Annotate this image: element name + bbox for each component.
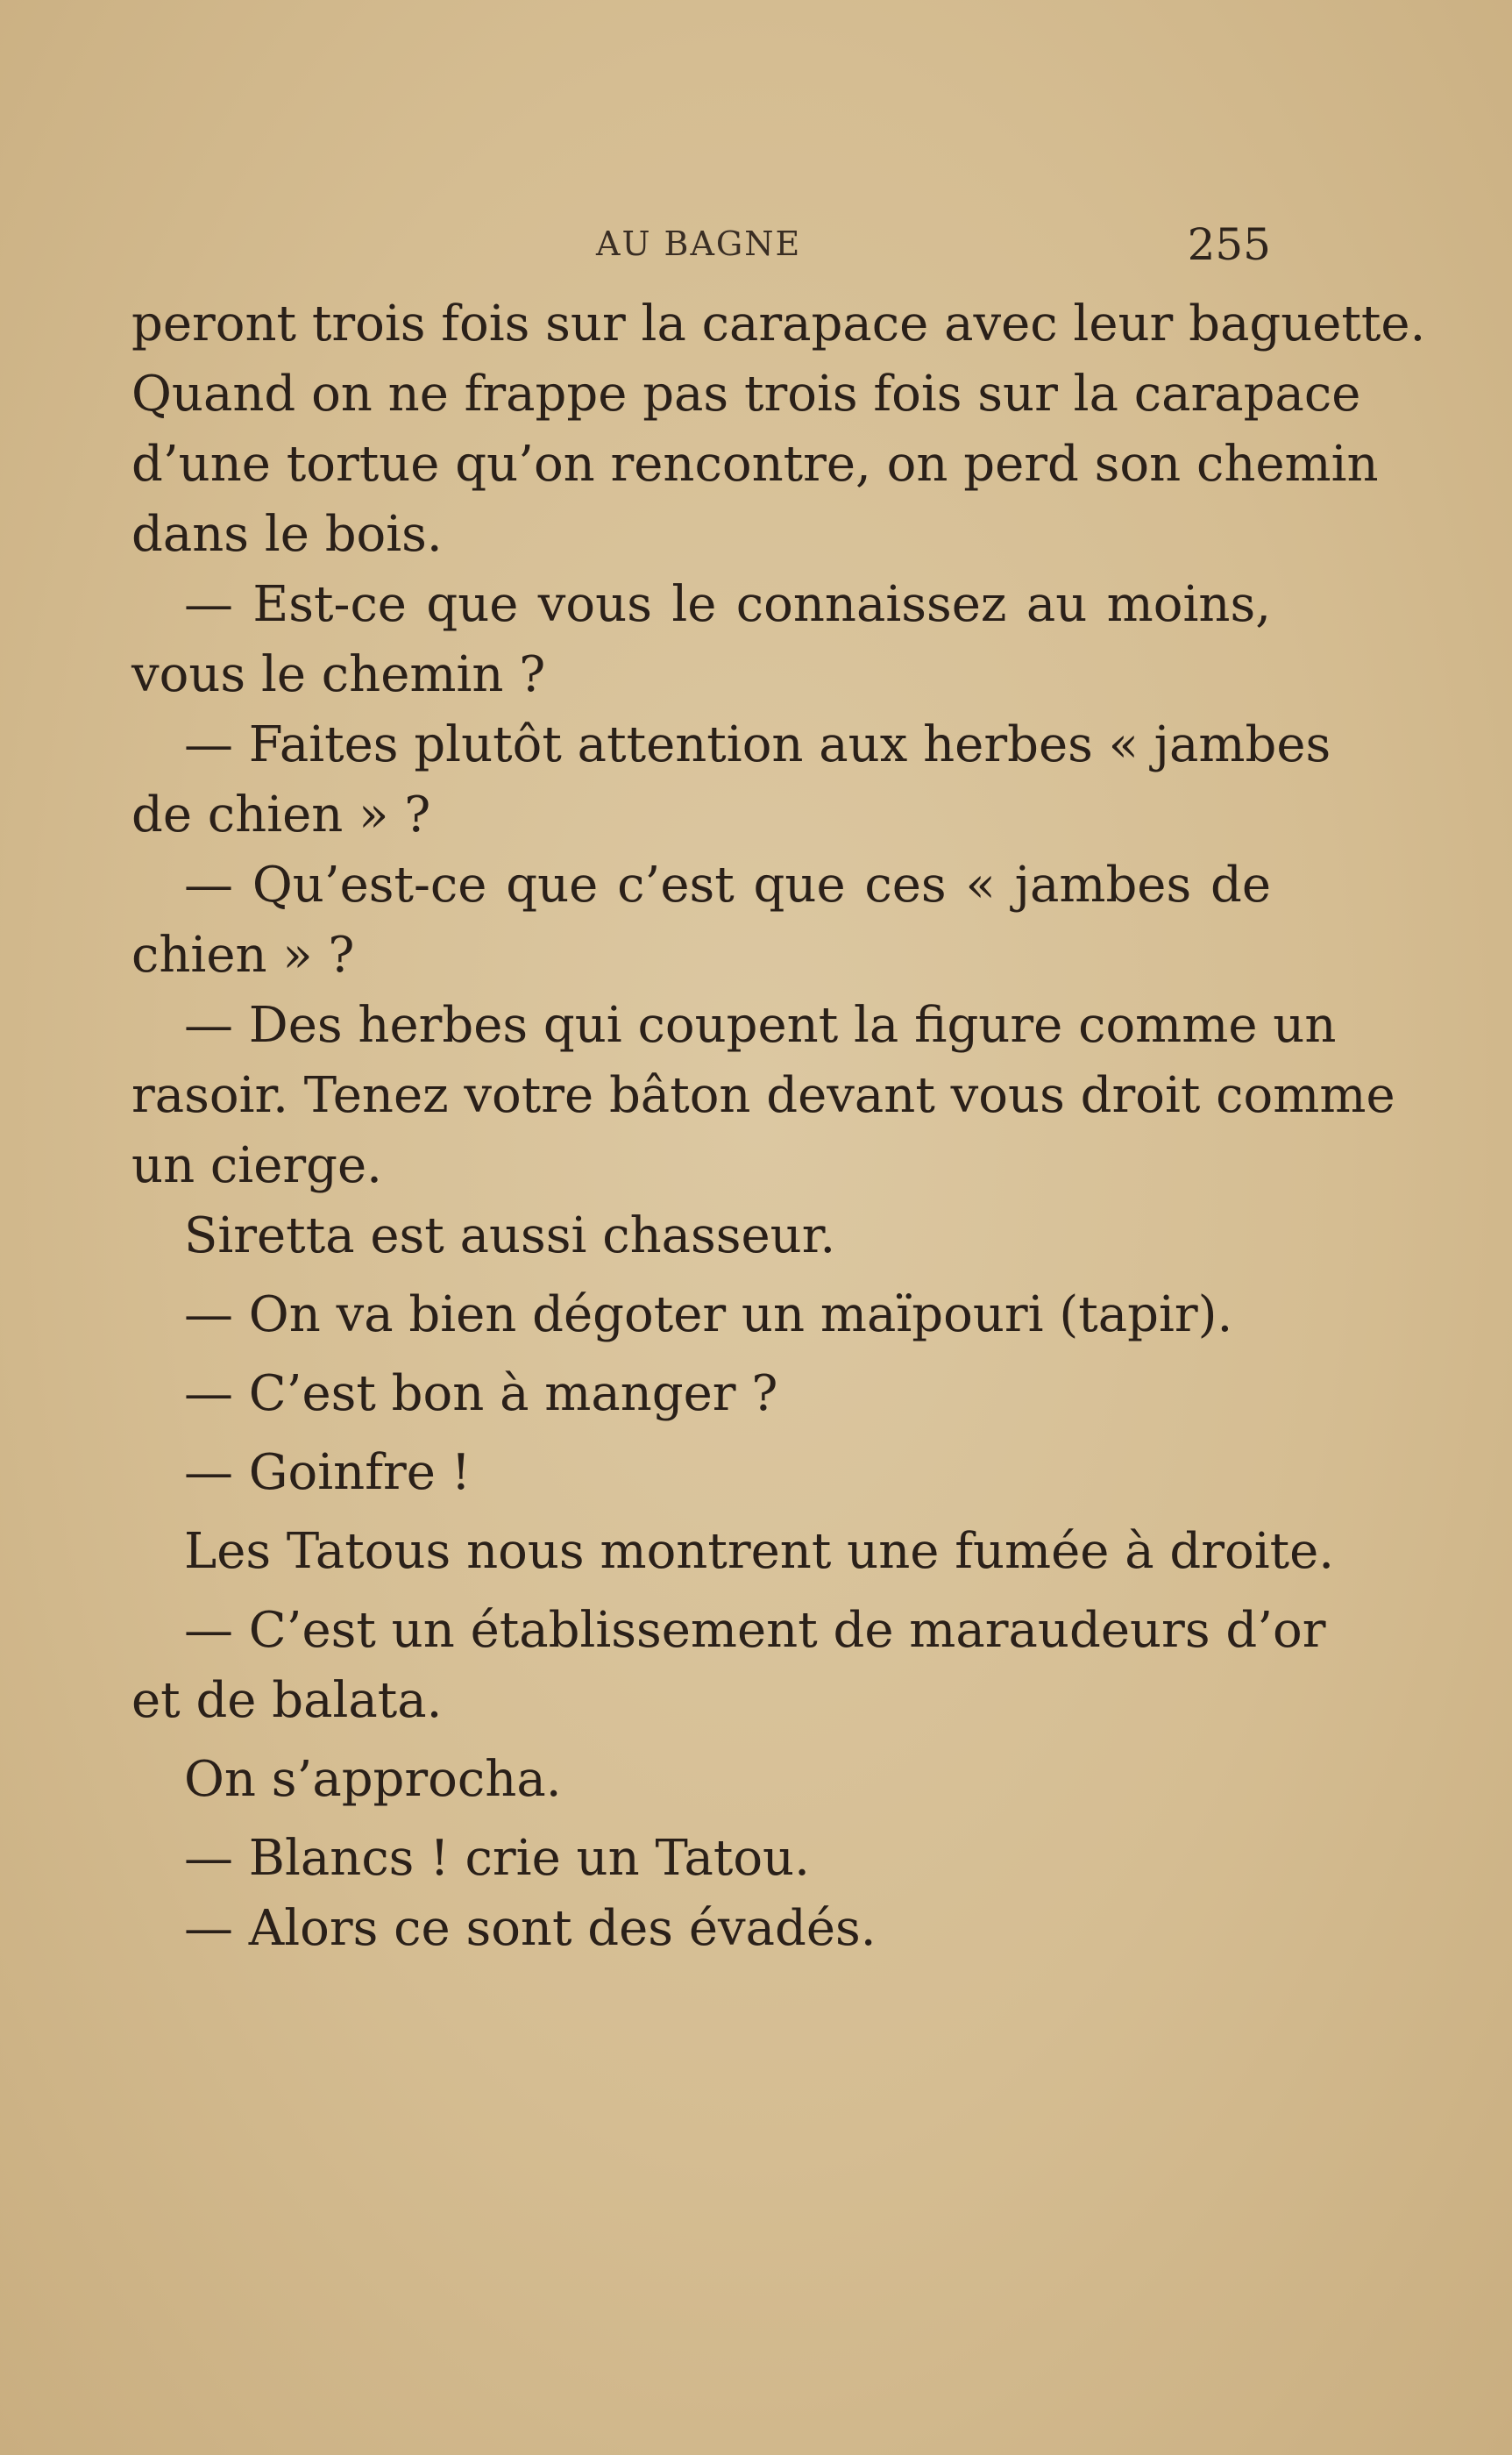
running-head (131, 219, 1271, 272)
paragraph-line: On s’approcha. (184, 1751, 562, 1808)
text-line: chien » ? (131, 927, 355, 984)
paragraph-line: Siretta est aussi chasseur. (184, 1207, 836, 1264)
text-line: dans le bois. (131, 506, 443, 563)
text-line: Quand on ne frappe pas trois fois sur la carapace (131, 366, 1361, 423)
page-number: 255 (1187, 219, 1271, 270)
body-text (131, 289, 1426, 1964)
dialogue-line: — Blancs ! crie un Tatou. (184, 1830, 810, 1887)
text-line: de chien » ? (131, 786, 431, 843)
dialogue-line: — C’est un établissement de maraudeurs d’or (184, 1602, 1326, 1659)
dialogue-line: — Goinfre ! (184, 1444, 472, 1501)
dialogue-line: — On va bien dégoter un maïpouri (tapir). (184, 1286, 1233, 1343)
dialogue-line: — Qu’est-ce que c’est que ces « jambes de (184, 857, 1271, 914)
dialogue-line: — C’est bon à manger ? (184, 1365, 778, 1422)
paragraph-line: Les Tatous nous montrent une fumée à droite. (184, 1523, 1335, 1580)
dialogue-line: — Alors ce sont des évadés. (184, 1900, 877, 1957)
dialogue-line: — Faites plutôt attention aux herbes « jambes (184, 716, 1331, 773)
text-line: vous le chemin ? (131, 646, 546, 703)
running-title: AU BAGNE (596, 224, 802, 263)
text-line: un cierge. (131, 1137, 382, 1194)
text-line: rasoir. Tenez votre bâton devant vous droit comme (131, 1067, 1395, 1124)
text-line: peront trois fois sur la carapace avec leur baguette. (131, 295, 1426, 352)
dialogue-line: — Des herbes qui coupent la figure comme un (184, 997, 1337, 1054)
text-line: et de balata. (131, 1672, 443, 1729)
text-line: d’une tortue qu’on rencontre, on perd son chemin (131, 436, 1379, 493)
dialogue-line: — Est-ce que vous le connaissez au moins, (184, 576, 1271, 633)
